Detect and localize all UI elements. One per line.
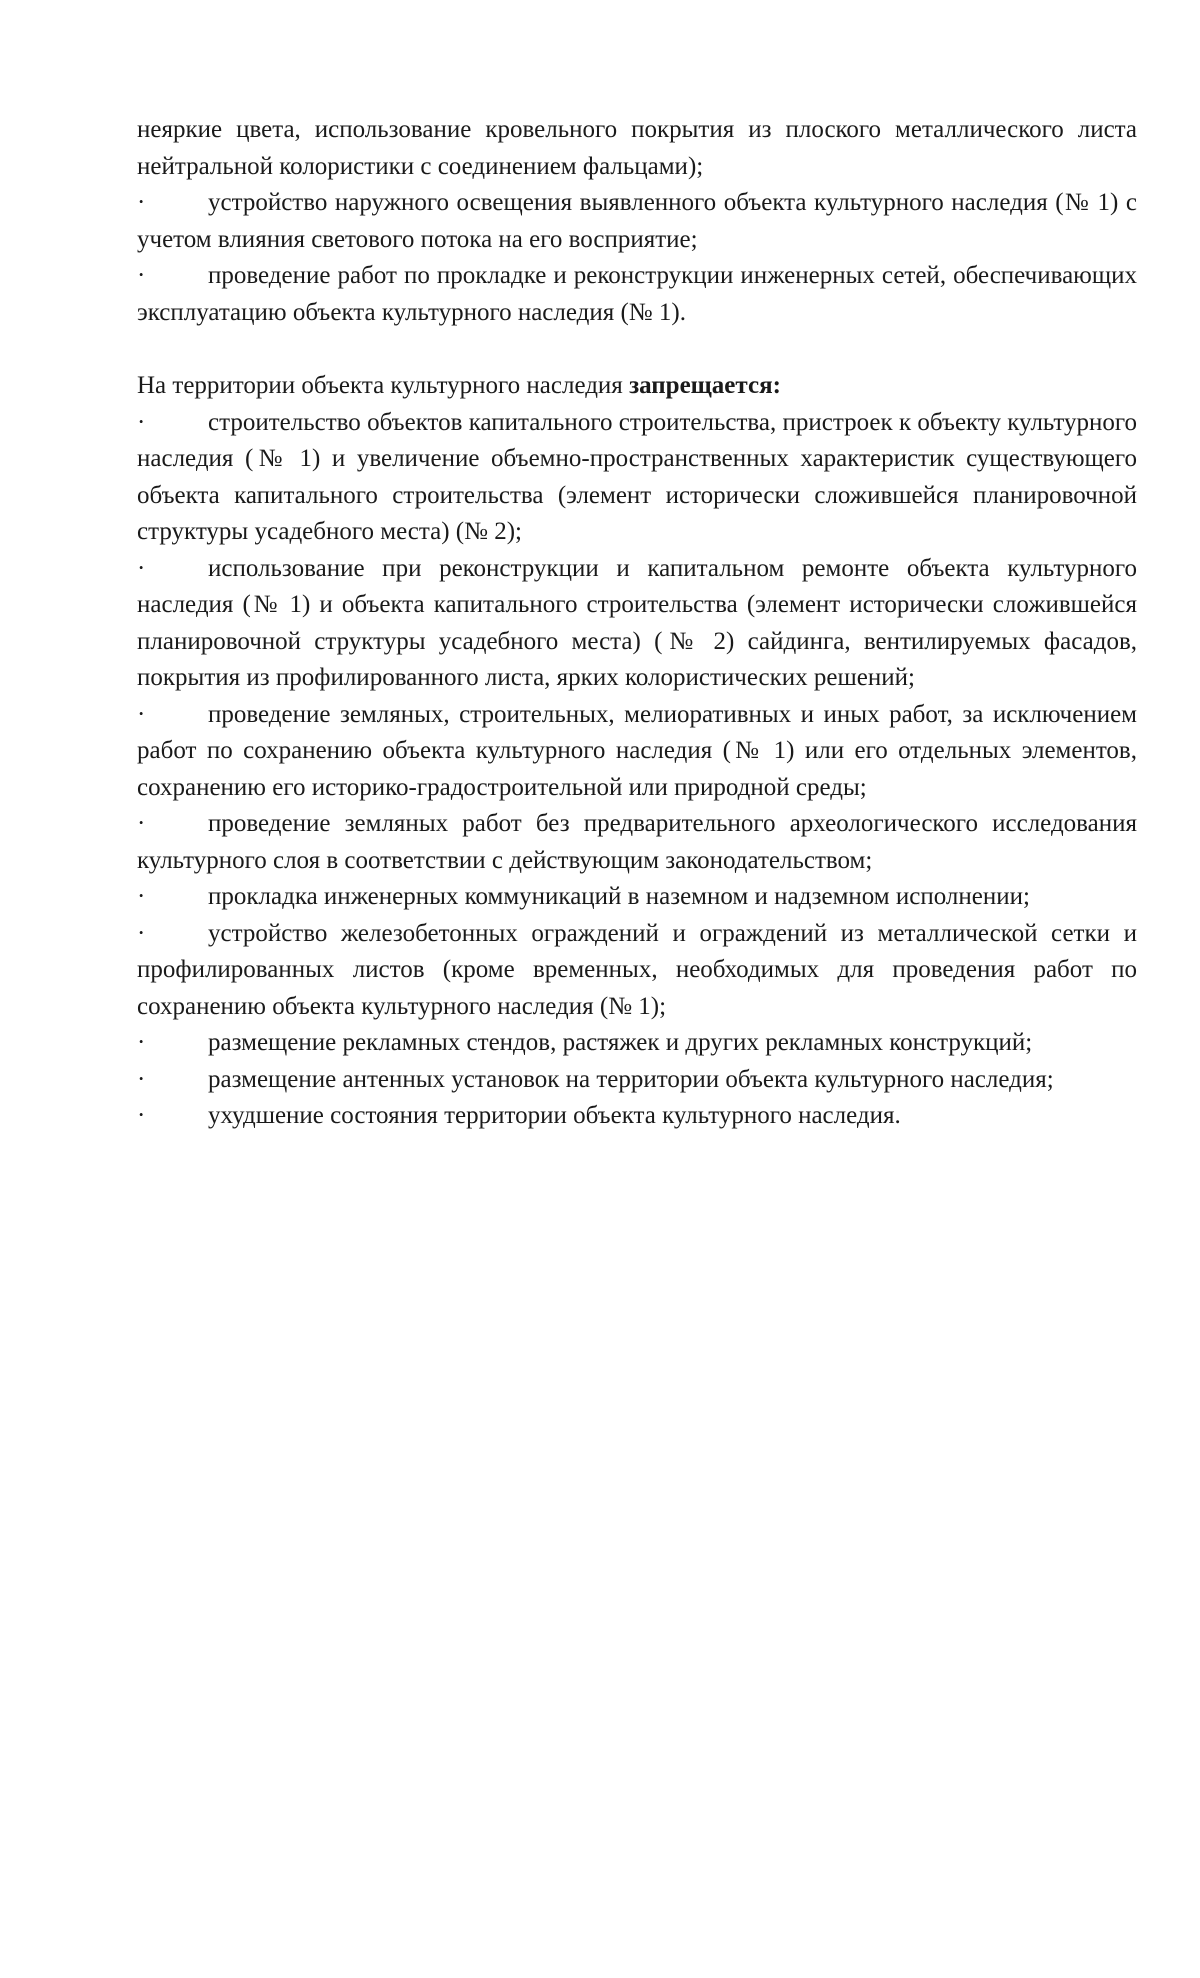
list-item (137, 185, 1137, 258)
bullet-marker: · (137, 919, 146, 947)
bullet-marker: · (137, 189, 146, 216)
bullet-marker: · (137, 1029, 146, 1056)
prohibited-list (137, 405, 1137, 1135)
prohibited-lead-text: На территории объекта культурного наследия (137, 372, 623, 399)
bullet-marker: · (137, 883, 146, 910)
bullet-marker: · (137, 554, 146, 582)
list-item (137, 879, 1137, 916)
document-body (137, 112, 1137, 1135)
list-item-text: устройство наружного освещения выявленного объекта культурного наследия (№ 1) с учетом влияния светового потока на его восприятие; (137, 189, 1137, 253)
list-item-text: прокладка инженерных коммуникаций в наземном и надземном исполнении; (208, 883, 1030, 910)
list-item-text: проведение земляных, строительных, мелиоративных и иных работ, за исключением работ по сохранению объекта культурного наследия (№ 1) или его отдельных элементов, сохранению его историко-градостроительной или природной среды; (137, 700, 1137, 801)
list-item-text: строительство объектов капитального строительства, пристроек к объекту культурного наследия (№ 1) и увеличение объемно-пространственных характеристик существующего объекта капитального строительства (элемент исторически сложившейся планировочной структуры усадебного места) (№ 2); (137, 408, 1137, 545)
list-item (137, 1098, 1137, 1135)
list-item (137, 806, 1137, 879)
list-item-text: проведение земляных работ без предварительного археологического исследования культурного слоя в соответствии с действующим законодательством; (137, 810, 1137, 874)
bullet-marker: · (137, 700, 146, 728)
allowed-list (137, 185, 1137, 331)
list-item (137, 697, 1137, 807)
bullet-marker: · (137, 262, 146, 289)
bullet-marker: · (137, 810, 146, 837)
list-item (137, 405, 1137, 551)
list-item (137, 916, 1137, 1026)
bullet-marker: · (137, 408, 146, 436)
list-item-text: проведение работ по прокладке и реконструкции инженерных сетей, обеспечивающих эксплуатацию объекта культурного наследия (№ 1). (137, 262, 1137, 326)
list-item-text: размещение рекламных стендов, растяжек и других рекламных конструкций; (208, 1029, 1033, 1056)
list-item-text: размещение антенных установок на территории объекта культурного наследия; (208, 1065, 1054, 1093)
list-item-text: устройство железобетонных ограждений и ограждений из металлической сетки и профилированных листов (кроме временных, необходимых для проведения работ по сохранению объекта культурного наследия (№ 1); (137, 919, 1137, 1020)
list-item-text: использование при реконструкции и капитальном ремонте объекта культурного наследия (№ 1) и объекта капитального строительства (элемент исторически сложившейся планировочной структуры усадебного места) (№ 2) сайдинга, вентилируемых фасадов, покрытия из профилированного листа, ярких колористических решений; (137, 554, 1137, 691)
list-item (137, 1062, 1137, 1099)
prohibited-heading (137, 368, 1137, 405)
list-item (137, 551, 1137, 697)
prohibited-lead-bold: запрещается: (629, 372, 781, 399)
continuation-paragraph: неяркие цвета, использование кровельного покрытия из плоского металлического листа нейтральной колористики с соединением фальцами); (137, 116, 1137, 180)
list-item (137, 258, 1137, 331)
list-item (137, 1025, 1137, 1062)
section-gap (137, 331, 1137, 368)
bullet-marker: · (137, 1065, 146, 1093)
list-item-text: ухудшение состояния территории объекта культурного наследия. (208, 1102, 901, 1129)
bullet-marker: · (137, 1102, 146, 1129)
